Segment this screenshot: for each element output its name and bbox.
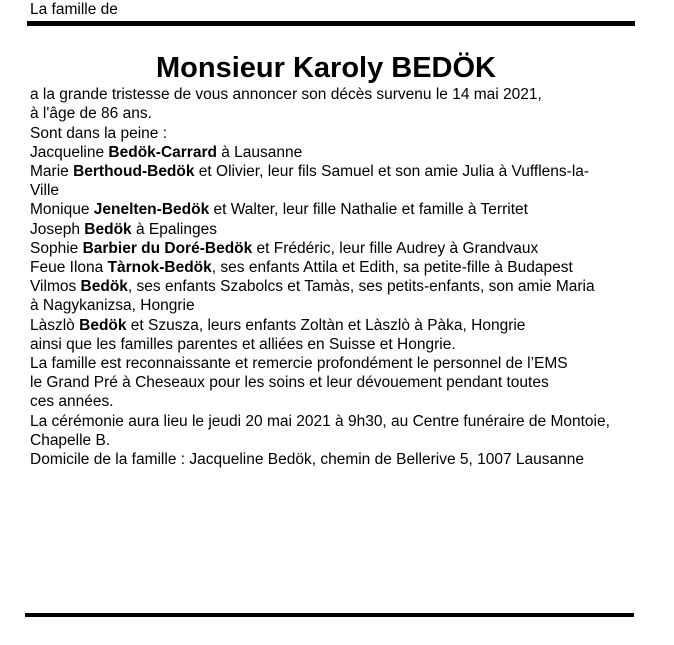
text-segment: Chapelle B.: [30, 431, 111, 449]
text-segment: ces années.: [30, 393, 114, 411]
text-segment: Domicile de la famille : Jacqueline Bedök, chemin de Bellerive 5, 1007 Lausanne: [30, 451, 585, 469]
text-line: [30, 258, 622, 277]
text-segment: à Lausanne: [216, 143, 303, 161]
text-line: [30, 143, 622, 162]
text-line: [30, 335, 622, 354]
family-name-bold: Bedök-Carrard: [108, 143, 217, 161]
text-line: [30, 373, 622, 392]
text-segment: le Grand Pré à Cheseaux pour les soins et leur dévouement pendant toutes: [30, 374, 549, 392]
text-line: [30, 85, 622, 104]
deceased-name-title: Monsieur Karoly BEDÖK: [156, 52, 496, 85]
text-segment: à Nagykanizsa, Hongrie: [30, 297, 195, 315]
text-line: [30, 162, 622, 181]
text-segment: et Frédéric, leur fille Audrey à Grandvaux: [252, 239, 539, 257]
text-segment: Joseph: [30, 220, 85, 238]
paragraph-domicile: [30, 450, 622, 469]
text-segment: à Epalinges: [131, 220, 217, 238]
text-segment: Feue Ilona: [30, 259, 108, 277]
text-segment: à l'âge de 86 ans.: [30, 105, 152, 123]
text-segment: a la grande tristesse de vous annoncer son décès survenu le 14 mai 2021,: [30, 86, 542, 104]
text-segment: La famille est reconnaissante et remercie profondément le personnel de l’EMS: [30, 355, 568, 373]
text-segment: ainsi que les familles parentes et alliées en Suisse et Hongrie.: [30, 335, 456, 353]
text-line: [30, 277, 622, 296]
paragraph-announcement: [30, 85, 622, 123]
paragraph-thanks: [30, 354, 622, 412]
text-segment: Sophie: [30, 239, 83, 257]
family-name-bold: Bedök: [79, 316, 127, 334]
intro-line: La famille de: [30, 1, 118, 18]
family-name-bold: Jenelten-Bedök: [93, 201, 210, 219]
paragraph-mourners: [30, 124, 622, 354]
text-segment: Ville: [30, 182, 60, 200]
text-segment: Sont dans la peine :: [30, 124, 168, 142]
text-line: [30, 316, 622, 335]
text-segment: Vilmos: [30, 278, 81, 296]
text-segment: La cérémonie aura lieu le jeudi 20 mai 2021 à 9h30, au Centre funéraire de Montoie,: [30, 412, 610, 430]
text-line: [30, 296, 622, 315]
text-line: [30, 200, 622, 219]
text-segment: Marie: [30, 163, 74, 181]
notice-paragraphs: [30, 85, 622, 469]
text-segment: et Szusza, leurs enfants Zoltàn et Làszlò à Pàka, Hongrie: [126, 316, 526, 334]
family-name-bold: Bedök: [84, 220, 132, 238]
family-name-bold: Bedök: [80, 278, 128, 296]
family-name-bold: Barbier du Doré-Bedök: [82, 239, 253, 257]
paragraph-ceremony: [30, 412, 622, 450]
text-line: [30, 412, 622, 431]
text-segment: , ses enfants Attila et Edith, sa petite-fille à Budapest: [211, 259, 573, 277]
notice-content: [30, 0, 622, 469]
family-name-bold: Tàrnok-Bedök: [107, 259, 212, 277]
text-segment: Làszlò: [30, 316, 80, 334]
text-segment: Monique: [30, 201, 94, 219]
text-line: [30, 104, 622, 123]
text-line: [30, 124, 622, 143]
text-line: [30, 181, 622, 200]
text-line: [30, 239, 622, 258]
text-segment: Jacqueline: [30, 143, 109, 161]
text-segment: et Walter, leur fille Nathalie et famille à Territet: [209, 201, 528, 219]
bottom-rule: [25, 613, 634, 617]
text-segment: , ses enfants Szabolcs et Tamàs, ses petits-enfants, son amie Maria: [127, 278, 595, 296]
text-line: [30, 354, 622, 373]
text-segment: et Olivier, leur fils Samuel et son amie Julia à Vufflens-la-: [194, 163, 590, 181]
text-line: [30, 431, 622, 450]
text-line: [30, 392, 622, 411]
family-name-bold: Berthoud-Bedök: [73, 163, 195, 181]
text-line: [30, 450, 622, 469]
text-line: [30, 220, 622, 239]
